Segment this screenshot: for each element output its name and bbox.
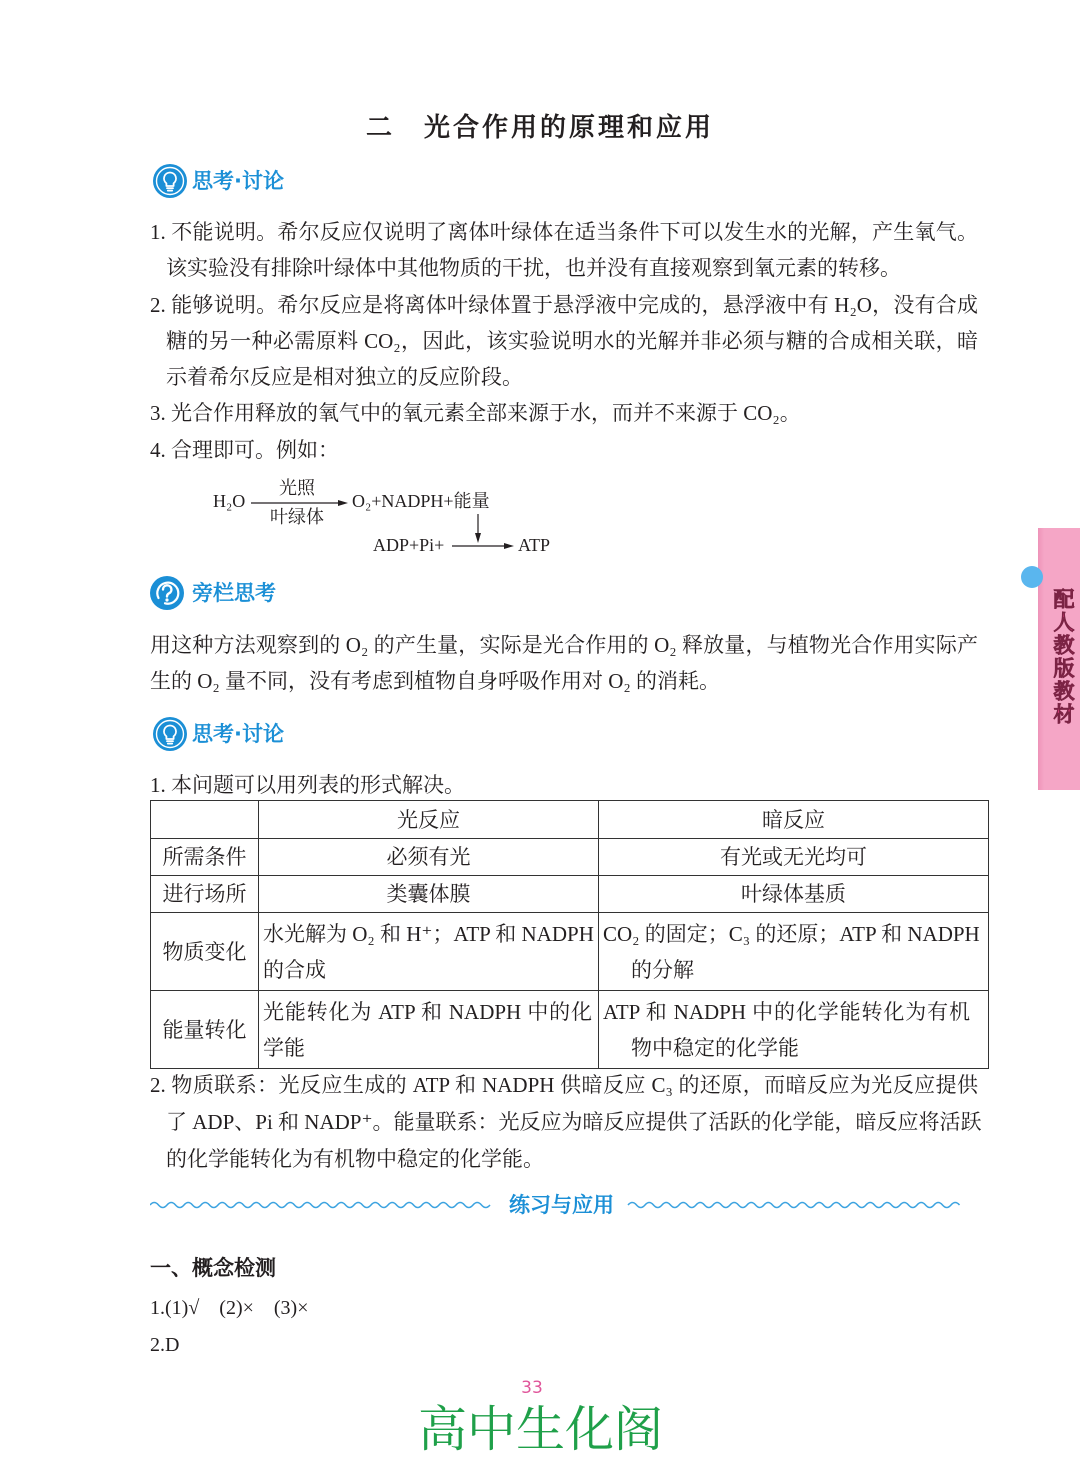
table-row — [151, 913, 989, 991]
light-reaction-cell — [259, 913, 599, 991]
answer-line: 2.D — [150, 1334, 180, 1356]
answer-4-line-1: 4. 合理即可。例如： — [150, 437, 339, 462]
discussion-1-heading — [152, 163, 284, 199]
discussion-1-label: 思考·讨论 — [192, 169, 284, 193]
practice-section-title: 练习与应用 — [509, 1193, 614, 1217]
item-2-line-1: 2. 物质联系：光反应生成的 ATP 和 NADPH 供暗反应 C₃ 的还原，而暗反应为光反应提供 — [150, 1073, 978, 1097]
side-tab-dot — [1021, 566, 1043, 588]
atp-arrow-head — [504, 543, 514, 549]
light-reaction-cell: 类囊体膜 — [259, 876, 599, 913]
answer-line: 1.(1)√ (2)× (3)× — [150, 1297, 309, 1319]
table-header-row — [151, 801, 989, 839]
sidebar-think-answer — [150, 627, 978, 700]
discussion-2-item-2 — [150, 1067, 982, 1178]
cell-line: 的合成 — [263, 957, 326, 982]
cell-line: CO₂ 的固定；C₃ 的还原；ATP 和 NADPH — [603, 921, 980, 946]
reaction-comparison-table — [150, 800, 989, 1069]
condition-chloroplast: 叶绿体 — [270, 507, 324, 527]
discussion-2-heading — [152, 716, 284, 752]
answer-2-line-1: 2. 能够说明。希尔反应是将离体叶绿体置于悬浮液中完成的，悬浮液中有 H₂O，没有合成 — [150, 292, 978, 317]
sidebar-think-label: 旁栏思考 — [192, 581, 276, 605]
item-2-line-3: 的化学能转化为有机物中稳定的化学能。 — [166, 1147, 544, 1171]
reaction-products: O₂+NADPH+能量 — [352, 491, 490, 511]
page-title: 二 光合作用的原理和应用 — [365, 113, 714, 143]
row-label: 物质变化 — [151, 913, 259, 991]
atp-synthesis-reactants: ADP+Pi+ — [373, 535, 445, 555]
table-header-light-reaction: 光反应 — [259, 801, 599, 839]
answer-2-line-2: 糖的另一种必需原料 CO₂，因此，该实验说明水的光解并非必须与糖的合成相关联，暗 — [166, 328, 978, 353]
light-reaction-cell: 必须有光 — [259, 839, 599, 876]
side-tab-label: 配人教版教材 — [1051, 588, 1075, 726]
dark-reaction-cell — [599, 913, 989, 991]
discussion-2-item-1 — [150, 767, 978, 803]
row-label: 能量转化 — [151, 991, 259, 1069]
atp-product: ATP — [518, 535, 551, 555]
sidebar-think-heading — [149, 575, 276, 611]
wavy-line-right — [628, 1203, 960, 1208]
lightbulb-icon — [152, 163, 188, 199]
question-icon — [149, 575, 185, 611]
table-header-dark-reaction: 暗反应 — [599, 801, 989, 839]
page-number: 33 — [521, 1378, 543, 1398]
table-corner-cell — [151, 801, 259, 839]
cell-line: 物中稳定的化学能 — [631, 1035, 799, 1060]
main-arrow-head — [338, 500, 348, 506]
cell-line: 学能 — [263, 1035, 305, 1060]
cell-line: 水光解为 O₂ 和 H⁺；ATP 和 NADPH — [263, 921, 594, 946]
watermark: 高中生化阁 — [418, 1401, 664, 1458]
wavy-line-left — [150, 1203, 490, 1208]
item-2-line-2: 了 ADP、Pi 和 NADP⁺。能量联系：光反应为暗反应提供了活跃的化学能，暗反应将活跃 — [166, 1110, 982, 1134]
table-row — [151, 876, 989, 913]
answer-1-line-1: 1. 不能说明。希尔反应仅说明了离体叶绿体在适当条件下可以发生水的光解，产生氧气。 — [150, 220, 978, 244]
table-row — [151, 839, 989, 876]
sidebar-line-1: 用这种方法观察到的 O₂ 的产生量，实际是光合作用的 O₂ 释放量，与植物光合作用实际产 — [150, 633, 978, 657]
dark-reaction-cell: 叶绿体基质 — [599, 876, 989, 913]
sidebar-line-2: 生的 O₂ 量不同，没有考虑到植物自身呼吸作用对 O₂ 的消耗。 — [150, 669, 720, 694]
discussion-2-item-1-text: 1. 本问题可以用列表的形式解决。 — [150, 773, 465, 797]
discussion-1-answers — [150, 214, 978, 468]
answer-1-line-2: 该实验没有排除叶绿体中其他物质的干扰，也并没有直接观察到氧元素的转移。 — [166, 256, 901, 281]
cell-line: ATP 和 NADPH 中的化学能转化为有机 — [603, 999, 970, 1024]
lightbulb-icon — [152, 716, 188, 752]
dark-reaction-cell: 有光或无光均可 — [599, 839, 989, 876]
answer-3-line-1: 3. 光合作用释放的氧气中的氧元素全部来源于水，而并不来源于 CO₂。 — [150, 401, 801, 426]
table-row — [151, 991, 989, 1069]
dark-reaction-cell — [599, 991, 989, 1069]
reactant-water: H₂O — [213, 491, 246, 511]
answer-2-line-3: 示着希尔反应是相对独立的反应阶段。 — [166, 365, 523, 390]
discussion-2-label: 思考·讨论 — [192, 722, 284, 746]
cell-line: 的分解 — [631, 957, 694, 982]
condition-light: 光照 — [279, 478, 315, 498]
cell-line: 光能转化为 ATP 和 NADPH 中的化 — [263, 999, 592, 1024]
reaction-arrows — [230, 490, 530, 560]
concept-check-heading: 一、概念检测 — [150, 1256, 276, 1280]
down-arrow-head — [475, 533, 481, 543]
row-label: 所需条件 — [151, 839, 259, 876]
row-label: 进行场所 — [151, 876, 259, 913]
light-reaction-cell — [259, 991, 599, 1069]
concept-check-answers — [150, 1290, 309, 1364]
